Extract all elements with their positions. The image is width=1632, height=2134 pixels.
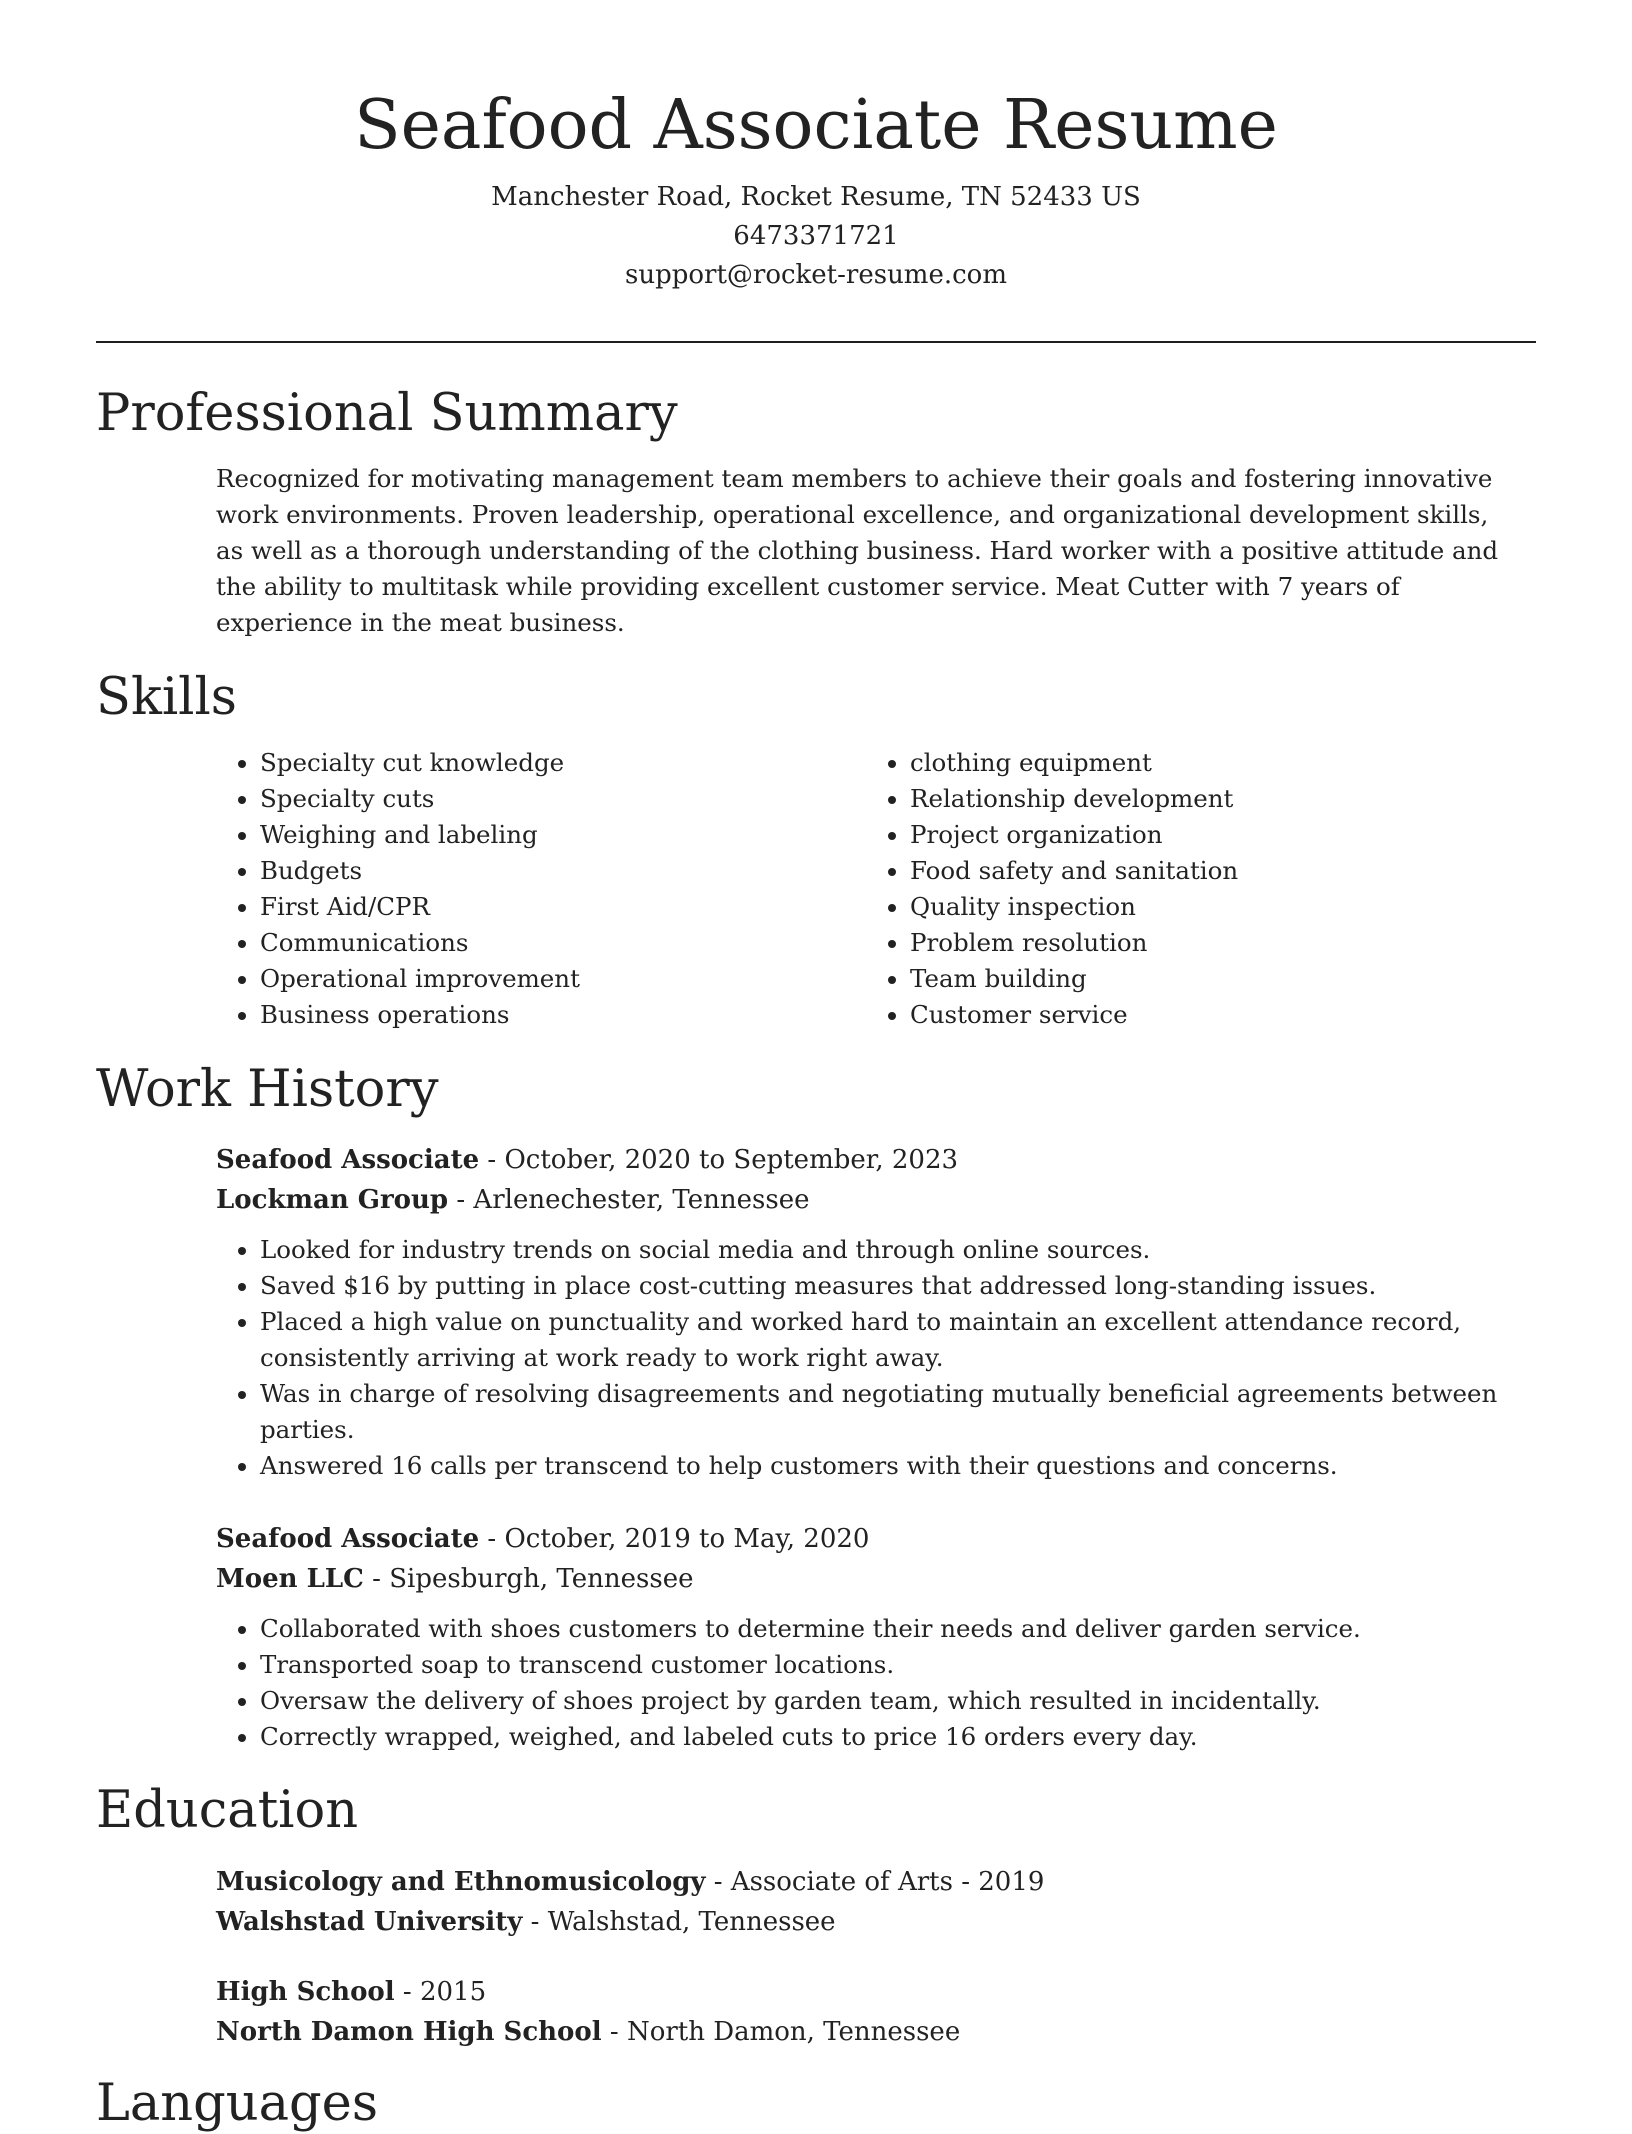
job-title-line bbox=[216, 1140, 1516, 1180]
job-bullet: • Placed a high value on punctuality and worked hard to maintain an excellent attendance record, consistently arriving at work ready to work right away. bbox=[260, 1304, 1516, 1376]
school: North Damon High School bbox=[216, 2017, 602, 2047]
skill-item: • Budgets bbox=[260, 853, 816, 889]
contact-info bbox=[0, 178, 1632, 295]
skill-item: • Weighing and labeling bbox=[260, 817, 816, 853]
degree-detail: - Associate of Arts - 2019 bbox=[705, 1867, 1045, 1897]
school-location: - North Damon, Tennessee bbox=[601, 2017, 961, 2047]
job-title-line bbox=[216, 1519, 1516, 1559]
skills-list-right bbox=[866, 745, 1506, 1033]
degree-line bbox=[216, 1862, 1516, 1902]
job-company: Lockman Group bbox=[216, 1185, 449, 1215]
skill-item: • Food safety and sanitation bbox=[910, 853, 1506, 889]
job-bullet: • Transported soap to transcend customer locations. bbox=[260, 1647, 1516, 1683]
job-location: - Sipesburgh, Tennessee bbox=[363, 1564, 694, 1594]
skills-heading: Skills bbox=[96, 668, 237, 727]
skills-list-left bbox=[216, 745, 816, 1033]
education-entry bbox=[216, 1862, 1516, 1942]
work-history-heading: Work History bbox=[96, 1060, 439, 1119]
school-location: - Walshstad, Tennessee bbox=[522, 1907, 836, 1937]
job-bullet: • Collaborated with shoes customers to determine their needs and deliver garden service. bbox=[260, 1611, 1516, 1647]
email: support@rocket-resume.com bbox=[624, 260, 1007, 290]
job-dates: - October, 2019 to May, 2020 bbox=[479, 1524, 870, 1554]
skill-item: • First Aid/CPR bbox=[260, 889, 816, 925]
job-bullet: • Answered 16 calls per transcend to help customers with their questions and concerns. bbox=[260, 1448, 1516, 1484]
job-bullet: • Was in charge of resolving disagreements and negotiating mutually beneficial agreements between parties. bbox=[260, 1376, 1516, 1448]
degree: High School bbox=[216, 1977, 395, 2007]
summary-heading: Professional Summary bbox=[96, 384, 678, 443]
job-bullet: • Oversaw the delivery of shoes project by garden team, which resulted in incidentally. bbox=[260, 1683, 1516, 1719]
job-dates: - October, 2020 to September, 2023 bbox=[479, 1145, 959, 1175]
phone: 6473371721 bbox=[733, 221, 899, 251]
skill-item: • Team building bbox=[910, 961, 1506, 997]
degree-detail: - 2015 bbox=[394, 1977, 487, 2007]
job-bullet: • Correctly wrapped, weighed, and labeled cuts to price 16 orders every day. bbox=[260, 1719, 1516, 1755]
job-entry bbox=[216, 1519, 1516, 1755]
education-heading: Education bbox=[96, 1781, 359, 1840]
job-role: Seafood Associate bbox=[216, 1524, 480, 1554]
school-line bbox=[216, 2012, 1516, 2052]
skills-column-left bbox=[216, 745, 816, 1033]
job-company-line bbox=[216, 1559, 1516, 1599]
job-bullets bbox=[216, 1232, 1516, 1484]
job-company: Moen LLC bbox=[216, 1564, 364, 1594]
job-bullet: • Looked for industry trends on social media and through online sources. bbox=[260, 1232, 1516, 1268]
degree-line bbox=[216, 1972, 1516, 2012]
skill-item: • Quality inspection bbox=[910, 889, 1506, 925]
skill-item: • Communications bbox=[260, 925, 816, 961]
skill-item: • Operational improvement bbox=[260, 961, 816, 997]
skill-item: • Business operations bbox=[260, 997, 816, 1033]
education-entry bbox=[216, 1972, 1516, 2052]
job-role: Seafood Associate bbox=[216, 1145, 480, 1175]
skill-item: • Project organization bbox=[910, 817, 1506, 853]
job-location: - Arlenechester, Tennessee bbox=[448, 1185, 810, 1215]
header-divider bbox=[96, 341, 1536, 343]
job-entry bbox=[216, 1140, 1516, 1484]
school: Walshstad University bbox=[216, 1907, 523, 1937]
skill-item: • Relationship development bbox=[910, 781, 1506, 817]
skill-item: • Specialty cuts bbox=[260, 781, 816, 817]
skill-item: • Specialty cut knowledge bbox=[260, 745, 816, 781]
resume-header bbox=[0, 0, 1632, 295]
skill-item: • clothing equipment bbox=[910, 745, 1506, 781]
resume-title: Seafood Associate Resume bbox=[354, 86, 1278, 165]
address: Manchester Road, Rocket Resume, TN 52433 US bbox=[491, 182, 1141, 212]
skill-item: • Customer service bbox=[910, 997, 1506, 1033]
summary-text: Recognized for motivating management team members to achieve their goals and fostering innovative work environments. Proven leadership, operational excellence, and organizational development skills, as well as a thorough understanding of the clothing business. Hard worker with a positive attitude and the ability to multitask while providing excellent customer service. Meat Cutter with 7 years of experience in the meat business. bbox=[216, 464, 1499, 637]
job-company-line bbox=[216, 1180, 1516, 1220]
job-bullets bbox=[216, 1611, 1516, 1755]
skills-column-right bbox=[866, 745, 1506, 1033]
skill-item: • Problem resolution bbox=[910, 925, 1506, 961]
languages-heading: Languages bbox=[96, 2074, 379, 2133]
school-line bbox=[216, 1902, 1516, 1942]
job-bullet: • Saved $16 by putting in place cost-cutting measures that addressed long-standing issues. bbox=[260, 1268, 1516, 1304]
degree: Musicology and Ethnomusicology bbox=[216, 1867, 706, 1897]
